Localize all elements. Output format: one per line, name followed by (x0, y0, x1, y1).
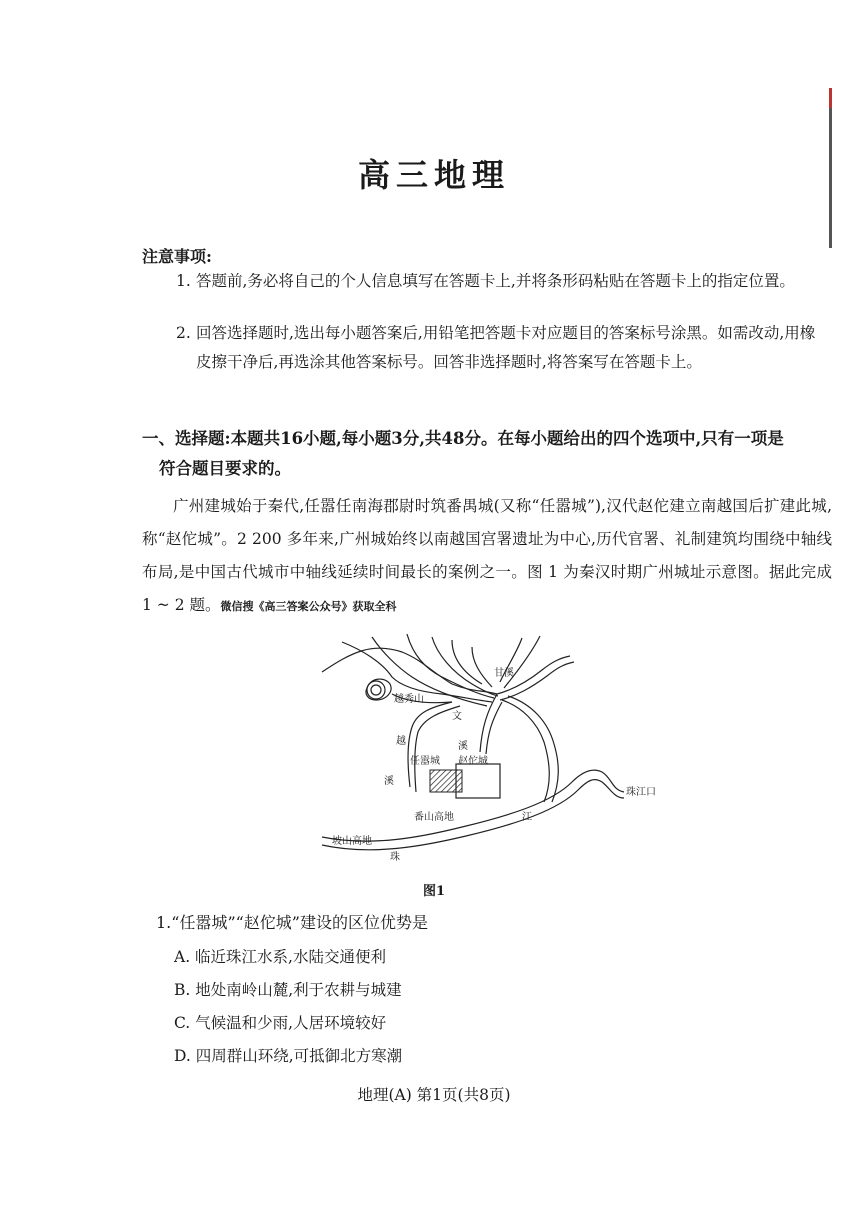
passage (142, 490, 832, 623)
zhaotuo-city-block (456, 764, 500, 798)
label-zhu: 珠 (390, 852, 400, 862)
section-heading (142, 424, 832, 484)
option-d: D. 四周群山环绕,可抵御北方寒潮 (174, 1047, 403, 1065)
label-ganxi: 甘溪 (494, 668, 514, 679)
label-yuexiushan: 越秀山 (394, 694, 424, 705)
label-panshan: 番山高地 (414, 812, 454, 823)
question-stem: 1.“任嚣城”“赵佗城”建设的区位优势是 (156, 913, 428, 932)
section-heading-line1: 一、选择题:本题共16小题,每小题3分,共48分。在每小题给出的四个选项中,只有一项是 (142, 429, 784, 448)
label-yue: 越 (396, 736, 406, 747)
page-footer: 地理(A) 第1页(共8页) (357, 1086, 511, 1104)
section-heading-line2: 符合题目要求的。 (159, 459, 291, 478)
page-title: 高三地理 (357, 156, 510, 194)
option-a: A. 临近珠江水系,水陆交通便利 (174, 948, 386, 966)
option-c: C. 气候温和少雨,人居环境较好 (174, 1014, 387, 1032)
notice-item-number: 1. (176, 272, 191, 290)
notice-item-text: 回答选择题时,选出每小题答案后,用铅笔把答题卡对应题目的答案标号涂黑。如需改动,用橡皮擦干净后,再选涂其他答案标号。回答非选择题时,将答案写在答题卡上。 (196, 324, 816, 371)
notice-heading: 注意事项: (142, 247, 212, 266)
passage-text: 广州建城始于秦代,任嚣任南海郡尉时筑番禺城(又称“任嚣城”),汉代赵佗建立南越国后扩建此城,称“赵佗城”。2 200 多年来,广州城始终以南越国宫署遗址为中心,历代官署、礼制建筑均围绕中轴线布局,是中国古代城市中轴线延续时间最长的案例之一。图 1 为秦汉时期广州城址示意图。据此完成 1 ~ 2 题。 (142, 497, 832, 614)
notice-item-number: 2. (176, 324, 191, 342)
label-jiang: 江 (522, 812, 532, 823)
figure-caption: 图1 (422, 884, 446, 899)
label-xi-right: 溪 (458, 741, 468, 752)
passage-ad-note: 微信搜《高三答案公众号》获取全科 (220, 600, 397, 613)
renxiao-city-block (430, 770, 462, 792)
option-b: B. 地处南岭山麓,利于农耕与城建 (174, 981, 402, 999)
notice-item-1 (176, 267, 826, 296)
label-xi-left: 溪 (384, 776, 394, 787)
label-zhaotuocheng: 赵佗城 (458, 756, 488, 767)
label-renxiaocheng: 任嚣城 (410, 756, 440, 767)
notice-item-text: 答题前,务必将自己的个人信息填写在答题卡上,并将条形码粘贴在答题卡上的指定位置。 (196, 272, 795, 290)
notice-item-2 (176, 319, 826, 377)
guangzhou-city-map (312, 632, 702, 862)
label-zhujiangkou: 珠江口 (626, 787, 656, 798)
label-wen: 文 (452, 711, 462, 722)
label-poshan: 坡山高地 (332, 836, 372, 847)
